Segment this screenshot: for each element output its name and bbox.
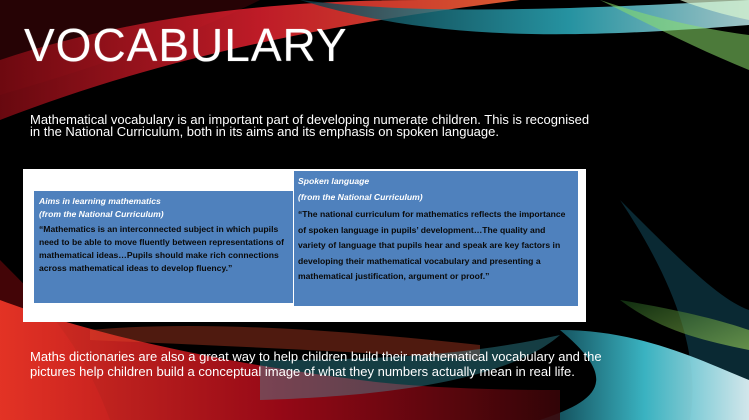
spoken-language-source: (from the National Curriculum): [298, 191, 423, 202]
dictionaries-paragraph: Maths dictionaries are also a great way to help children build their mathematical vocabulary and the pictures help children build a conceptual image of what they numbers actually mean in real life.: [30, 349, 602, 379]
curriculum-quotes-image: [23, 169, 586, 322]
aims-quote-text: “Mathematics is an interconnected subject in which pupils need to be able to move fluently between representations of mathematical ideas…Pupils should make rich connections across mathematical ideas to develop fluency.”: [39, 224, 284, 273]
spoken-language-quote-text: “The national curriculum for mathematics reflects the importance of spoken language in pupils’ development…The quality and variety of language that pupils hear and speak are key factors in developing their mathematical vocabulary and presenting a mathematical justification, argument or proof.”: [298, 209, 566, 281]
slide-title: VOCABULARY: [24, 19, 348, 71]
spoken-language-heading: Spoken language: [298, 176, 370, 186]
aims-source: (from the National Curriculum): [39, 209, 164, 219]
spoken-language-quote-box: [294, 171, 578, 306]
aims-heading: Aims in learning mathematics: [39, 196, 161, 206]
intro-paragraph: Mathematical vocabulary is an important part of developing numerate children. This is recognised in the National Curriculum, both in its aims and its emphasis on spoken language.: [30, 112, 590, 139]
aims-quote-box: [34, 191, 293, 303]
